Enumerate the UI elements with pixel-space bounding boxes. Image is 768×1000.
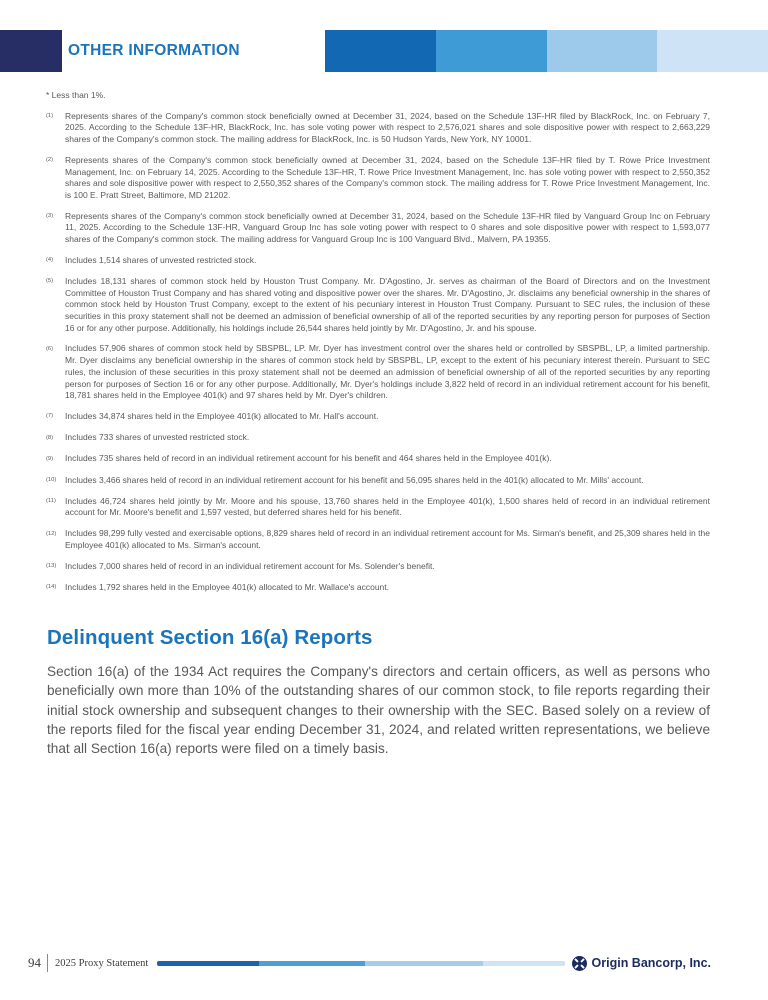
footer-bar-segment-4 (483, 961, 564, 966)
header-bar-segment-3 (547, 30, 658, 72)
footnote-text: Represents shares of the Company's common stock beneficially owned at December 31, 2024, based on the Schedule 13F-HR filed by Vanguard Group Inc on February 11, 2025. According to the Schedule 13F-HR, Vanguard Group Inc has sole voting power with respect to 0 shares and sole dispositive power with respect to 1,593,077 shares of the Company's common stock. The mailing address for Vanguard Group Inc is 100 Vanguard Blvd., Malvern, PA 19355. (65, 210, 710, 245)
footnote-item (46, 411, 710, 423)
header-bar-segment-1 (325, 30, 436, 72)
footnote-number: (11) (46, 498, 56, 505)
footnote-number: (1) (46, 113, 54, 120)
footnote-item (46, 496, 710, 519)
footnote-item (46, 111, 710, 146)
footnote-number: (6) (46, 345, 54, 352)
footnote-number: (5) (46, 278, 54, 285)
footer-bar-segment-3 (365, 961, 483, 966)
footnote-number: (12) (46, 530, 57, 537)
footnote-number: (4) (46, 257, 54, 264)
footnote-item (46, 453, 710, 465)
footnote-item (46, 343, 710, 402)
footnote-text: Includes 3,466 shares held of record in an individual retirement account for his benefit and 56,095 shares held in the 401(k) allocated to Mr. Mills' account. (65, 474, 644, 485)
footnote-number: (9) (46, 455, 54, 462)
footer-bar-segment-2 (259, 961, 365, 966)
header-bar-segment-2 (436, 30, 547, 72)
footnote-item (46, 561, 710, 573)
footnote-number: (2) (46, 157, 54, 164)
page-header (0, 30, 768, 72)
footnote-text: Represents shares of the Company's common stock beneficially owned at December 31, 2024, based on the Schedule 13F-HR filed by BlackRock, Inc. on February 7, 2025. According to the Schedule 13F-HR, BlackRock, Inc. has sole voting power with respect to 2,576,021 shares and sole dispositive power with respect to 2,663,229 shares of the Company's common stock. The mailing address for BlackRock, Inc. is 50 Hudson Yards, New York, NY 10001. (65, 110, 710, 145)
footnote-number: (14) (46, 584, 57, 591)
company-name: Origin Bancorp, Inc. (591, 956, 711, 970)
footnote-text: Represents shares of the Company's common stock beneficially owned at December 31, 2024, based on the Schedule 13F-HR filed by T. Rowe Price Investment Management, Inc. on February 14, 2025. According to the Schedule 13F-HR, T. Rowe Price Investment Management, Inc. has sole voting power with respect to 2,550,352 shares and sole dispositive power with respect to 2,550,352 shares of the Company's common stock. The mailing address for T. Rowe Price Investment Management, Inc. is 100 E. Pratt Street, Baltimore, MD 21202. (65, 154, 710, 200)
footnote-item (46, 211, 710, 246)
header-bar-segment-4 (657, 30, 768, 72)
page-footer (28, 953, 711, 973)
footer-color-bar (157, 961, 564, 966)
footnote-number: (10) (46, 477, 57, 484)
footnote-number: (7) (46, 413, 54, 420)
footnote-text: Includes 1,792 shares held in the Employee 401(k) allocated to Mr. Wallace's account. (65, 581, 390, 592)
footnote-item (46, 528, 710, 551)
footnote-number: (3) (46, 213, 54, 220)
navy-corner-block (0, 30, 62, 72)
footnote-item (46, 432, 710, 444)
section-heading: Delinquent Section 16(a) Reports (47, 626, 373, 649)
footer-document-label: 2025 Proxy Statement (55, 957, 149, 969)
less-than-note: * Less than 1%. (46, 90, 106, 100)
footnote-text: Includes 7,000 shares held of record in an individual retirement account for Ms. Solender's benefit. (65, 560, 435, 571)
footnote-text: Includes 1,514 shares of unvested restricted stock. (65, 254, 257, 265)
footnote-number: (13) (46, 563, 57, 570)
page-content (46, 90, 710, 758)
footnote-item (46, 582, 710, 594)
footnote-text: Includes 733 shares of unvested restricted stock. (65, 432, 250, 443)
footnote-item (46, 276, 710, 335)
footnote-item (46, 155, 710, 202)
footnote-item (46, 255, 710, 267)
footer-divider (47, 954, 48, 972)
footer-bar-segment-1 (157, 961, 259, 966)
footnote-text: Includes 18,131 shares of common stock held by Houston Trust Company. Mr. D'Agostino, Jr. serves as chairman of the Board of Directors and on the Investment Committee of Houston Trust Company and has shared voting and dispositive power over the shares. Mr. D'Agostino, Jr. disclaims any beneficial ownership in the shares of common stock held by Houston Trust Company, except to the extent of his pecuniary interest in Houston Trust Company. Pursuant to SEC rules, the inclusion of these securities in this proxy statement shall not be deemed an admission of beneficial ownership of all of the reported securities by any reporting person for purposes of Section 16 or for any other purpose. Additionally, his holdings include 26,544 shares held jointly by Mr. D'Agostino, Jr. and his spouse. (65, 275, 710, 333)
footnote-item (46, 475, 710, 487)
page-number: 94 (28, 955, 41, 970)
footnote-text: Includes 57,906 shares of common stock held by SBSPBL, LP. Mr. Dyer has investment control over the shares held or controlled by SBSPBL, LP, a limited partnership. Mr. Dyer disclaims any beneficial ownership in the shares of common stock held by SBSPBL, LP, except to the extent of his pecuniary interest therein. Pursuant to SEC rules, the inclusion of these securities in this proxy statement shall not be deemed an admission of beneficial ownership of all of the reported securities by any reporting person for purposes of Section 16 or for any other purpose. Additionally, Mr. Dyer's holdings include 3,822 held of record in an individual retirement account for his benefit, 18,781 shares held in the Employee 401(k) and 97 shares held by Mr. Dyer's children. (65, 343, 710, 401)
footnote-text: Includes 46,724 shares held jointly by Mr. Moore and his spouse, 13,760 shares held in the Employee 401(k), 1,500 shares held of record in an individual retirement account for Mr. Moore's benefit and 1,597 vested, but deferred shares held for his benefit. (65, 495, 710, 518)
page-title: OTHER INFORMATION (68, 42, 240, 59)
origin-bancorp-logo-icon (572, 956, 587, 971)
footnote-number: (8) (46, 434, 54, 441)
footnote-text: Includes 735 shares held of record in an individual retirement account for his benefit and 464 shares held in the Employee 401(k). (65, 453, 552, 464)
header-color-bars (325, 30, 768, 72)
footnote-text: Includes 98,299 fully vested and exercisable options, 8,829 shares held of record in an individual retirement account for Ms. Sirman's benefit, and 25,309 shares held in the Employee 401(k) allocated to Ms. Sirman's account. (65, 528, 710, 550)
footnote-text: Includes 34,874 shares held in the Employee 401(k) allocated to Mr. Hall's account. (65, 410, 379, 421)
section-body-paragraph: Section 16(a) of the 1934 Act requires the Company's directors and certain officers, as well as persons who beneficially own more than 10% of the outstanding shares of our common stock, to file reports regarding their initial stock ownership and subsequent changes to their ownership with the SEC. Based solely on a review of the reports filed for the fiscal year ending December 31, 2024, and related written representations, we believe that all Section 16(a) reports were filed on a timely basis. (47, 664, 710, 757)
